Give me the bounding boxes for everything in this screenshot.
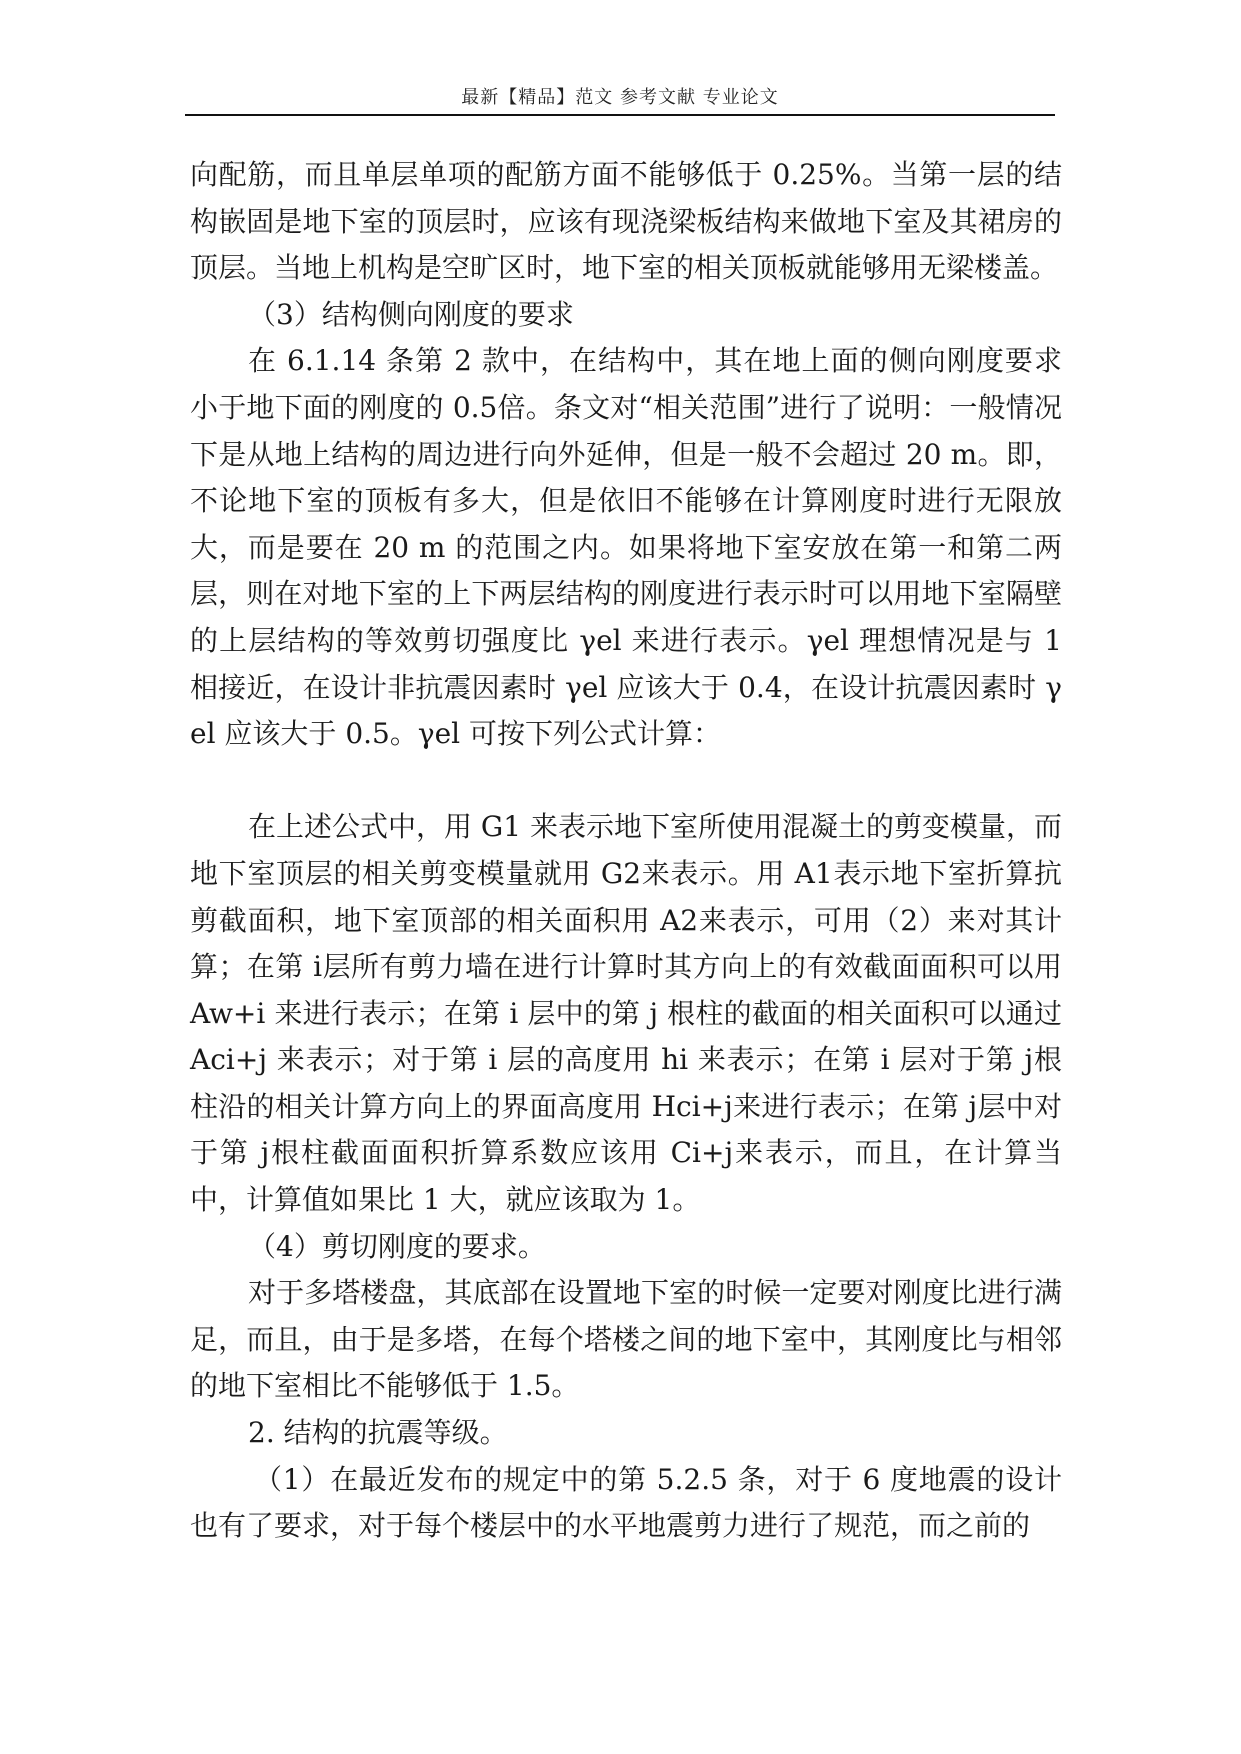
paragraph-stiffness-ratio: 在 6.1.14 条第 2 款中，在结构中，其在地上面的侧向刚度要求小于地下面的刚度的 0.5倍。条文对“相关范围”进行了说明：一般情况下是从地上结构的周边进行向外延伸，但是一般不会超过 20 m。即，不论地下室的顶板有多大，但是依旧不能够在计算刚度时进行无限放大，而是要在 20 m 的范围之内。如果将地下室安放在第一和第二两层，则在对地下室的上下两层结构的刚度进行表示时可以用地下室隔壁的上层结构的等效剪切强度比 γel 来进行表示。γel 理想情况是与 1 相接近，在设计非抗震因素时 γel 应该大于 0.4，在设计抗震因素时 γel 应该大于 0.5。γel 可按下列公式计算：	[190, 344, 1062, 751]
heading-lateral-stiffness: （3）结构侧向刚度的要求	[248, 297, 574, 331]
heading-seismic-grade: 2. 结构的抗震等级。	[248, 1416, 508, 1450]
header-divider	[185, 114, 1055, 116]
formula-placeholder	[190, 758, 1062, 805]
document-body	[190, 152, 1062, 1550]
paragraph-reinforcement: 向配筋，而且单层单项的配筋方面不能够低于 0.25%。当第一层的结构嵌固是地下室的顶层时，应该有现浇梁板结构来做地下室及其裙房的顶层。当地上机构是空旷区时，地下室的相关顶板就能够用无梁楼盖。	[190, 158, 1062, 285]
heading-shear-stiffness: （4）剪切刚度的要求。	[248, 1229, 546, 1263]
page-header: 最新【精品】范文 参考文献 专业论文	[461, 87, 779, 108]
paragraph-multi-tower: 对于多塔楼盘，其底部在设置地下室的时候一定要对刚度比进行满足，而且，由于是多塔，在每个塔楼之间的地下室中，其刚度比与相邻的地下室相比不能够低于 1.5。	[190, 1276, 1062, 1403]
paragraph-seismic-design: （1）在最近发布的规定中的第 5.2.5 条，对于 6 度地震的设计也有了要求，对于每个楼层中的水平地震剪力进行了规范，而之前的	[190, 1462, 1062, 1543]
paragraph-formula-explanation: 在上述公式中，用 G1 来表示地下室所使用混凝土的剪变模量，而地下室顶层的相关剪变模量就用 G2来表示。用 A1表示地下室折算抗剪截面积，地下室顶部的相关面积用 A2来表示，可用（2）来对其计算；在第 i层所有剪力墙在进行计算时其方向上的有效截面面积可以用 Aw+i 来进行表示；在第 i 层中的第 j 根柱的截面的相关面积可以通过 Aci+j 来表示；对于第 i 层的高度用 hi 来表示；在第 i 层对于第 j根柱沿的相关计算方向上的界面高度用 Hci+j来进行表示；在第 j层中对于第 j根柱截面面积折算系数应该用 Ci+j来表示，而且，在计算当中，计算值如果比 1 大，就应该取为 1。	[190, 810, 1062, 1217]
